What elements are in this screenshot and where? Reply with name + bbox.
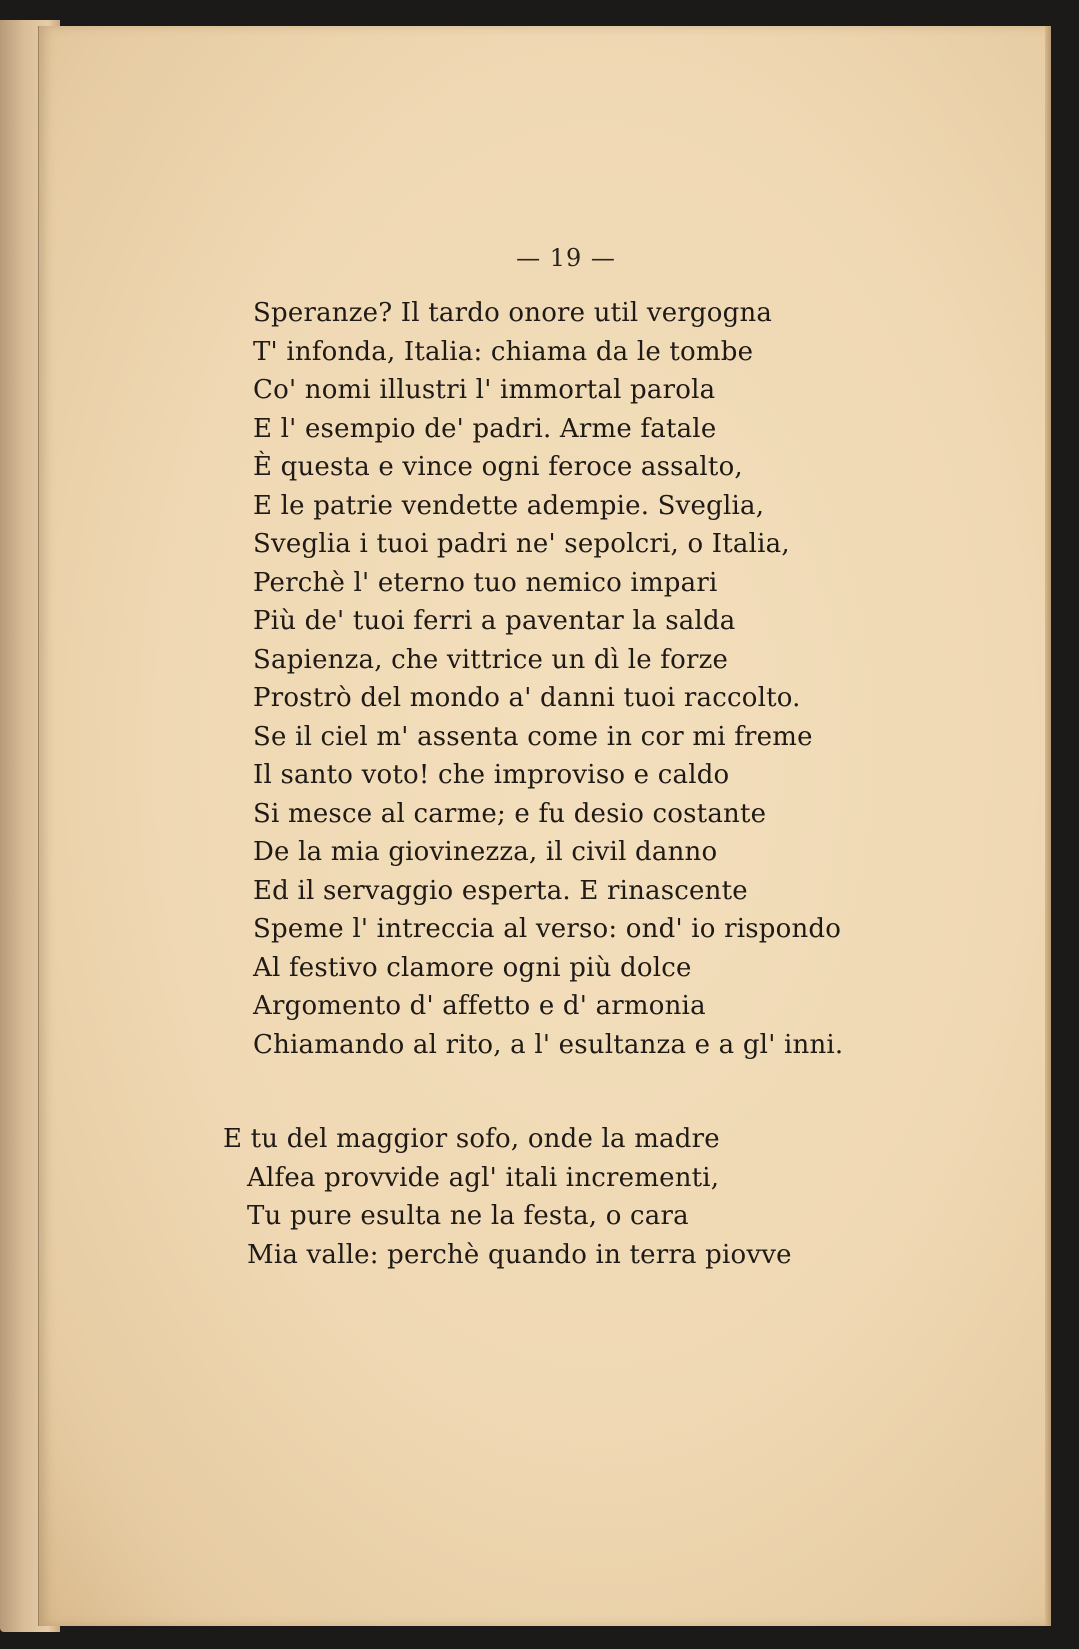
verse-line: Argomento d' affetto e d' armonia bbox=[253, 991, 706, 1021]
verse-line: Se il ciel m' assenta come in cor mi freme bbox=[253, 721, 813, 752]
verse-line: Perchè l' eterno tuo nemico impari bbox=[253, 567, 718, 598]
verse-line: E tu del maggior sofo, onde la madre bbox=[223, 1124, 720, 1154]
book-page bbox=[38, 26, 1051, 1626]
verse-line: Il santo voto! che improviso e caldo bbox=[253, 760, 730, 790]
verse-line: Tu pure esulta ne la festa, o cara bbox=[247, 1201, 689, 1231]
verse-line: Mia valle: perchè quando in terra piovve bbox=[247, 1239, 792, 1270]
verse-line: T' infonda, Italia: chiama da le tombe bbox=[253, 336, 754, 367]
verse-line: Sapienza, che vittrice un dì le forze bbox=[253, 644, 729, 675]
verse-line: È questa e vince ogni feroce assalto, bbox=[253, 452, 743, 482]
verse-line: E l' esempio de' padri. Arme fatale bbox=[253, 413, 717, 444]
verse-line: Alfea provvide agl' itali incrementi, bbox=[247, 1162, 720, 1193]
verse-line: Speranze? Il tardo onore util vergogna bbox=[253, 298, 773, 328]
verse-line: Più de' tuoi ferri a paventar la salda bbox=[253, 606, 736, 636]
verse-line: E le patrie vendette adempie. Sveglia, bbox=[253, 490, 765, 521]
verse-line: De la mia giovinezza, il civil danno bbox=[253, 837, 718, 867]
verse-line: Ed il servaggio esperta. E rinascente bbox=[253, 875, 748, 906]
stanza-one bbox=[253, 294, 843, 1064]
verse-line: Al festivo clamore ogni più dolce bbox=[253, 952, 692, 983]
verse-line: Prostrò del mondo a' danni tuoi raccolto. bbox=[253, 683, 801, 713]
verse-line: Si mesce al carme; e fu desio costante bbox=[253, 798, 767, 829]
page-number: — 19 — bbox=[516, 244, 616, 272]
verse-line: Sveglia i tuoi padri ne' sepolcri, o Italia, bbox=[253, 529, 790, 559]
verse-line: Co' nomi illustri l' immortal parola bbox=[253, 375, 716, 405]
stanza-two bbox=[223, 1120, 792, 1274]
verse-line: Speme l' intreccia al verso: ond' io rispondo bbox=[253, 914, 842, 944]
verse-line: Chiamando al rito, a l' esultanza e a gl' inni. bbox=[253, 1029, 844, 1060]
